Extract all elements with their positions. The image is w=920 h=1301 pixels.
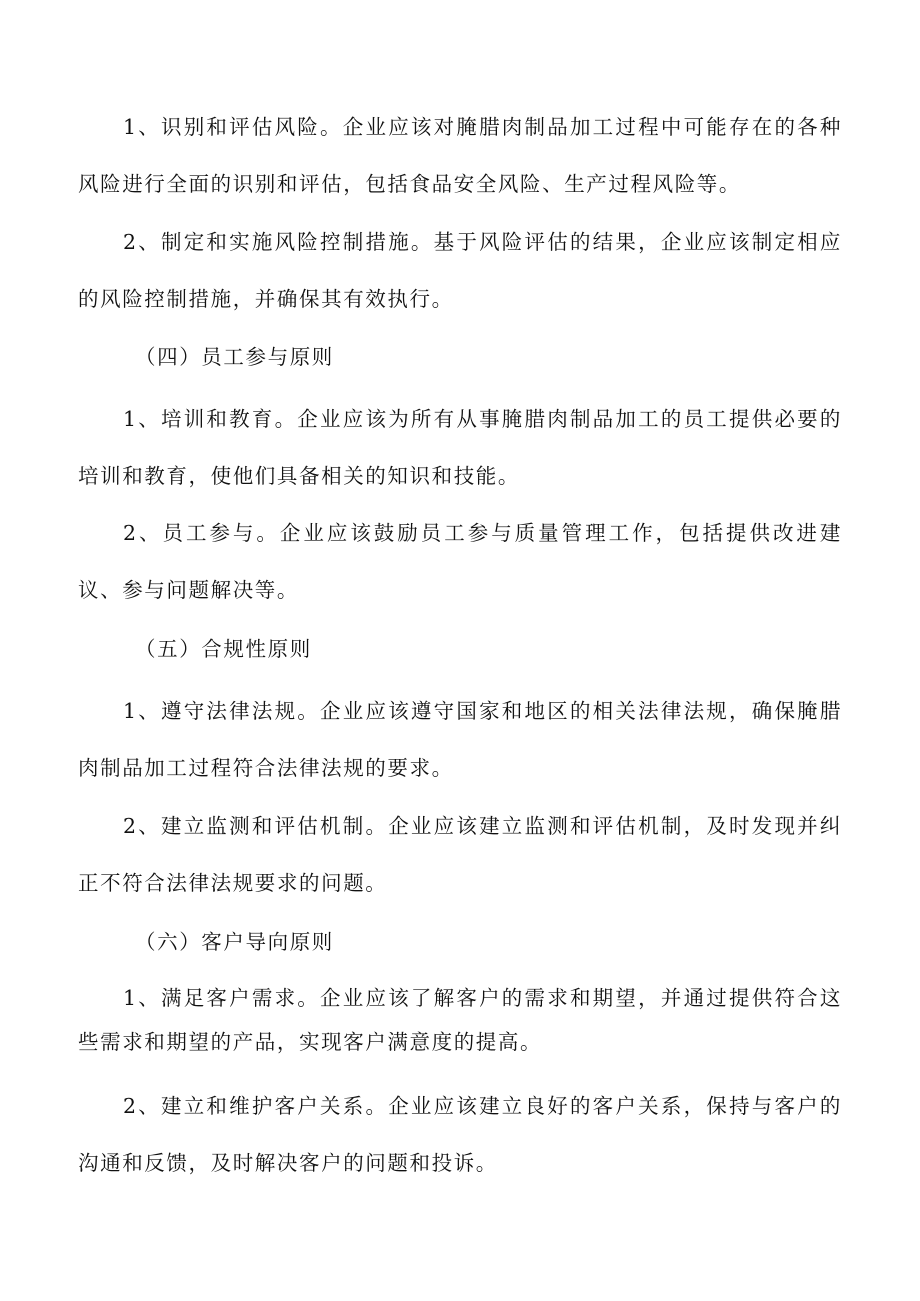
paragraph-training-education: 1、培训和教育。企业应该为所有从事腌腊肉制品加工的员工提供必要的培训和教育，使他们具备相关的知识和技能。 [78,407,842,488]
paragraph-employee-involvement: 2、员工参与。企业应该鼓励员工参与质量管理工作，包括提供改进建议、参与问题解决等。 [78,521,842,602]
paragraph-monitoring-mechanism: 2、建立监测和评估机制。企业应该建立监测和评估机制，及时发现并纠正不符合法律法规要求的问题。 [78,814,842,895]
section-heading-employee-participation: （四）员工参与原则 [135,345,334,369]
paragraph-customer-relations: 2、建立和维护客户关系。企业应该建立良好的客户关系，保持与客户的沟通和反馈，及时解决客户的问题和投诉。 [78,1094,842,1175]
paragraph-customer-needs: 1、满足客户需求。企业应该了解客户的需求和期望，并通过提供符合这些需求和期望的产品，实现客户满意度的提高。 [78,986,842,1054]
section-heading-compliance: （五）合规性原则 [135,637,312,661]
paragraph-risk-identification: 1、识别和评估风险。企业应该对腌腊肉制品加工过程中可能存在的各种风险进行全面的识别和评估，包括食品安全风险、生产过程风险等。 [78,115,842,196]
section-heading-customer-orientation: （六）客户导向原则 [135,930,334,954]
paragraph-risk-control: 2、制定和实施风险控制措施。基于风险评估的结果，企业应该制定相应的风险控制措施，并确保其有效执行。 [78,230,842,311]
paragraph-law-compliance: 1、遵守法律法规。企业应该遵守国家和地区的相关法律法规，确保腌腊肉制品加工过程符合法律法规的要求。 [78,699,842,780]
